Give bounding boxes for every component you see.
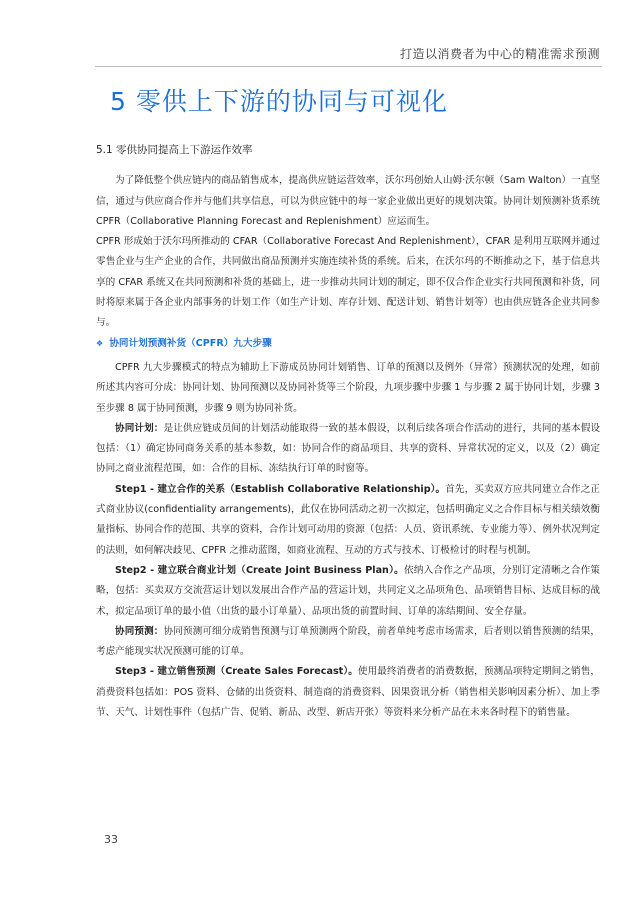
highlight-heading [96, 334, 600, 354]
running-header: 打造以消费者为中心的精准需求预测 [399, 47, 600, 61]
page-number: 33 [104, 833, 118, 846]
header-divider [95, 66, 602, 67]
block-step1 [96, 480, 600, 561]
block-label: Step3 - 建立销售预测（Create Sales Forecast）。 [115, 666, 358, 678]
block-step3 [96, 662, 600, 723]
paragraph-intro: CPFR 九大步骤模式的特点为辅助上下游成员协同计划销售、订单的预测以及例外（异常）预测状况的处理，如前所述其内容可分成：协同计划、协同预测以及协同补货等三个阶段，九项步骤中步骤 1 与步骤 2 属于协同计划，步骤 3 至步骤 8 属于协同预测，步骤 9 则为协同补货。 [96, 361, 600, 414]
diamond-bullet-icon: ❖ [96, 338, 104, 348]
block-label: Step2 - 建立联合商业计划（Create Joint Business Plan）。 [115, 564, 404, 576]
highlight-text: 协同计划预测补货（CPFR）九大步骤 [109, 337, 272, 349]
block-text: 依纳入合作之产品项，分别订定清晰之合作策略，包括：买卖双方交流营运计划以发展出合作产品的营运计划，共同定义之品项角色、品项销售目标、达成目标的战术，拟定品项订单的最小值（出货的最小订单量）、品项出货的前置时间、订单的冻结期间、安全存量。 [96, 564, 600, 617]
page-body [96, 140, 600, 723]
block-label: 协同计划： [115, 422, 164, 434]
block-collab-planning [96, 419, 600, 480]
block-text: 使用最终消费者的消费数据，预测品项特定期间之销售，消费资料包括如：POS 资料、仓储的出货资料、制造商的消费资料、因果资讯分析（销售相关影响因素分析）、加上季节、天气、计划性事件（包括广告、促销、新品、改型、新店开张）等资料来分析产品在未来各时程下的销售量。 [96, 666, 600, 719]
paragraph-sam-walton: 为了降低整个供应链内的商品销售成本，提高供应链运营效率，沃尔玛创始人山姆·沃尔顿（Sam Walton）一直坚信，通过与供应商合作并与他们共享信息，可以为供应链中的每一家企业做出更好的规划决策。协同计划预测补货系统 CPFR（Collaborative Planning Forecast and Replenishment）应运而生。 [96, 175, 600, 227]
block-label: 协同预测： [115, 625, 164, 637]
section-heading: 5.1 零供协同提高上下游运作效率 [96, 144, 253, 156]
block-step2 [96, 561, 600, 622]
block-collab-forecast [96, 622, 600, 663]
chapter-title: 5 零供上下游的协同与可视化 [110, 87, 448, 116]
block-label: Step1 - 建立合作的关系（Establish Collaborative Relationship）。 [115, 483, 446, 495]
block-text: 协同预测可细分成销售预测与订单预测两个阶段，前者单纯考虑市场需求，后者则以销售预测的结果，考虑产能现实状况预测可能的订单。 [96, 625, 601, 658]
block-text: 是让供应链成员间的计划活动能取得一致的基本假设，以利后续各项合作活动的进行，共同的基本假设包括：（1）确定协同商务关系的基本参数，如：协同合作的商品项目、共享的资料、异常状况的定义，以及（2）确定协同之商业流程范围，如：合作的目标、冻结执行订单的时窗等。 [96, 422, 601, 475]
block-text: 首先，买卖双方应共同建立合作之正式商业协议(confidentiality arrangements)，此仅在协同活动之初一次拟定，包括明确定义之合作目标与相关绩效衡量指标、协同合作的范围、共享的资料，合作计划可动用的资源（包括：人员、资讯系统、专业能力等）、例外状况判定的法则，如何解决歧见、CPFR 之推动蓝图，如商业流程、互动的方式与技术、订极检讨的时程与机制。 [96, 483, 600, 556]
paragraph-cfar: CPFR 形成始于沃尔玛所推动的 CFAR（Collaborative Forecast And Replenishment），CFAR 是利用互联网并通过零售企业与生产企业的合作，共同做出商品预测并实施连续补货的系统。后来，在沃尔玛的不断推动之下，基于信息共享的 CFAR 系统又在共同预测和补货的基础上，进一步推动共同计划的制定，即不仅合作企业实行共同预测和补货，同时将原来属于各企业内部事务的计划工作（如生产计划、库存计划、配送计划、销售计划等）也由供应链各企业共同参与。 [96, 236, 600, 329]
